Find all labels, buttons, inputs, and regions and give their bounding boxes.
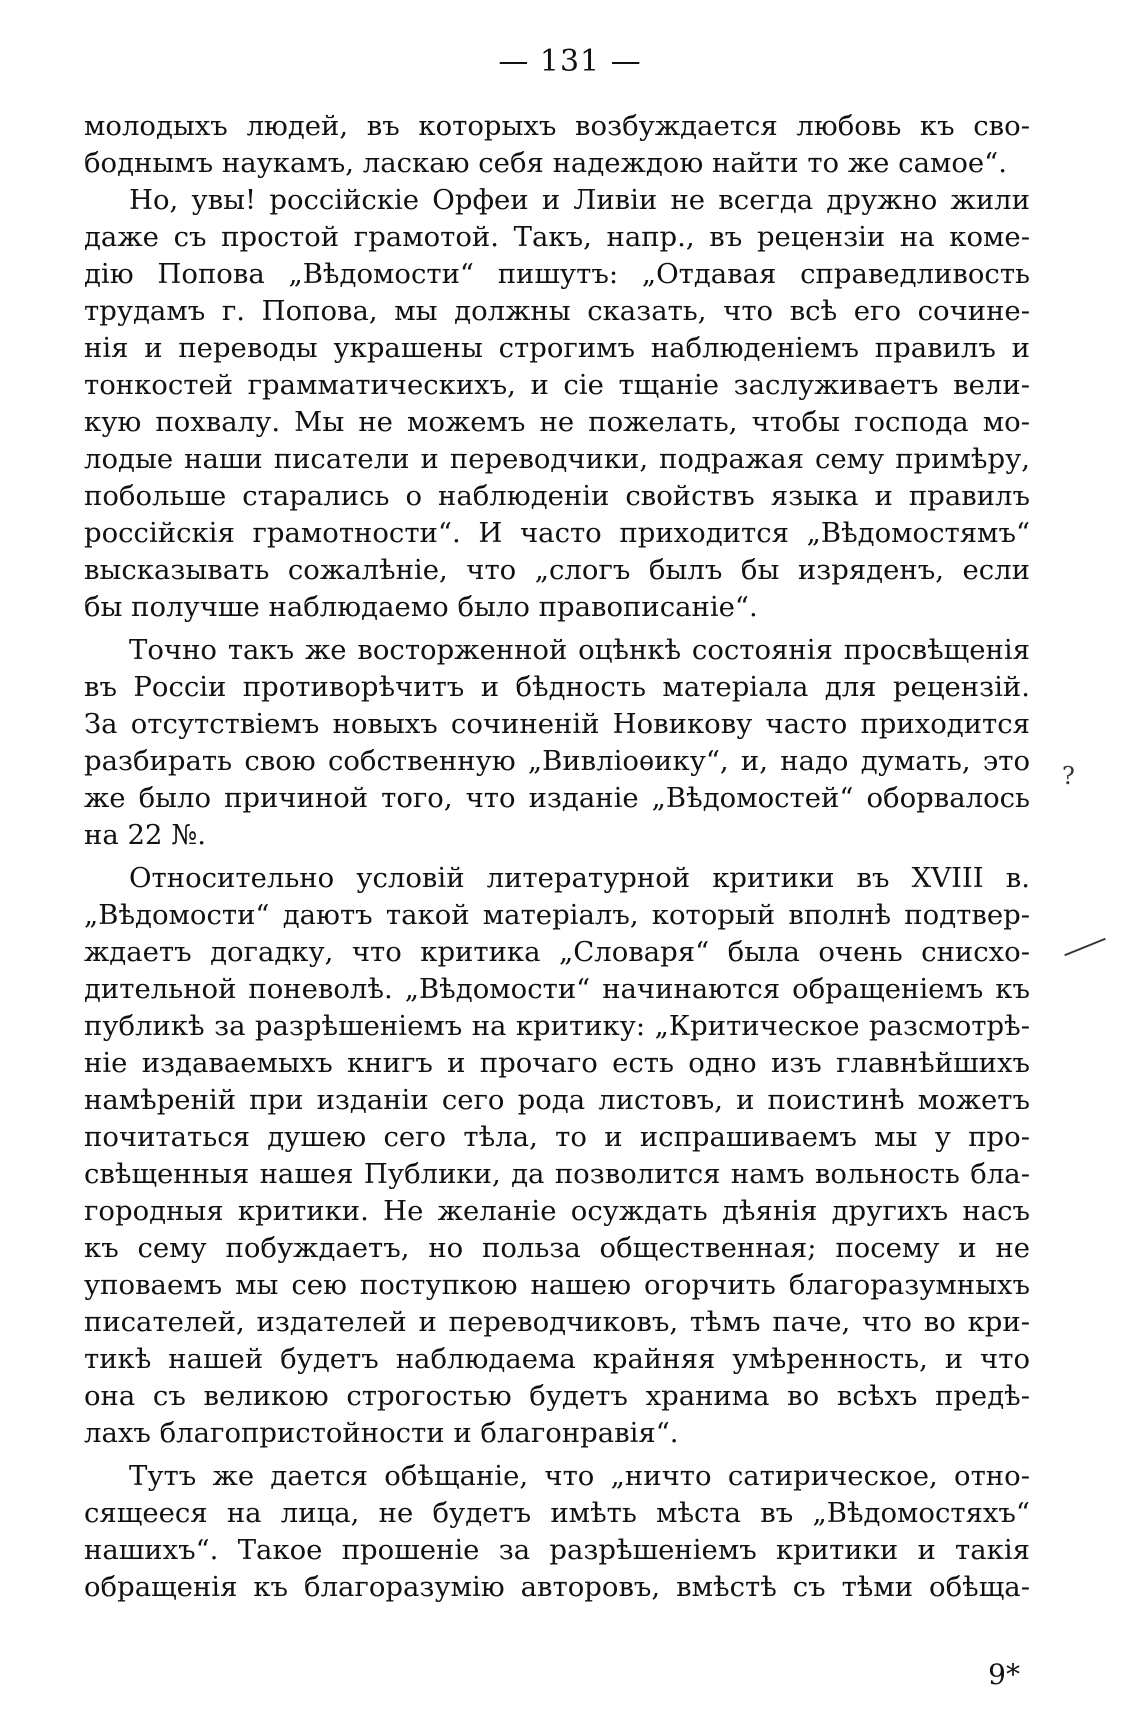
- text-line: къ сему побуждаетъ, но польза общественная; посему и не: [84, 1232, 1030, 1264]
- text-line: лахъ благопристойности и благонравія“.: [84, 1417, 679, 1449]
- paragraph-start: Точно такъ же восторженной оцѣнкѣ состоянія просвѣщенія: [129, 634, 1030, 666]
- margin-question-mark: ?: [1062, 762, 1075, 790]
- text-line: сящееся на лица, не будетъ имѣть мѣста въ „Вѣдомостяхъ“: [84, 1497, 1030, 1529]
- text-line: тонкостей грамматическихъ, и сіе тщаніе заслуживаетъ вели-: [84, 369, 1030, 401]
- text-line: дію Попова „Вѣдомости“ пишутъ: „Отдавая справедливость: [84, 258, 1030, 290]
- paragraph-start: Но, увы! россійскіе Орфеи и Ливіи не всегда дружно жили: [129, 184, 1030, 216]
- text-line: уповаемъ мы сею поступкою нашею огорчить благоразумныхъ: [84, 1269, 1030, 1301]
- text-line: побольше старались о наблюденіи свойствъ языка и правилъ: [84, 480, 1030, 512]
- text-line: писателей, издателей и переводчиковъ, тѣмъ паче, что во кри-: [84, 1306, 1030, 1338]
- text-line: почитаться душею сего тѣла, то и испрашиваемъ мы у про-: [84, 1121, 1030, 1153]
- text-line: боднымъ наукамъ, ласкаю себя надеждою найти то же самое“.: [84, 147, 1007, 179]
- text-line: она съ великою строгостью будетъ хранима во всѣхъ предѣ-: [84, 1380, 1030, 1412]
- text-line: на 22 №.: [84, 819, 206, 851]
- margin-pencil-mark: [1064, 938, 1106, 956]
- body-text: [84, 108, 1030, 1606]
- text-line: нашихъ“. Такое прошеніе за разрѣшеніемъ критики и такія: [84, 1534, 1030, 1566]
- text-line: молодыхъ людей, въ которыхъ возбуждается любовь къ сво-: [84, 110, 1030, 142]
- text-line: же было причиной того, что изданіе „Вѣдомостей“ оборвалось: [84, 782, 1030, 814]
- text-line: публикѣ за разрѣшеніемъ на критику: „Критическое разсмотрѣ-: [84, 1010, 1030, 1042]
- text-line: въ Россіи противорѣчитъ и бѣдность матеріала для рецензій.: [84, 671, 1030, 703]
- text-line: дительной поневолѣ. „Вѣдомости“ начинаются обращеніемъ къ: [84, 973, 1030, 1005]
- text-line: россійскія грамотности“. И часто приходится „Вѣдомостямъ“: [84, 517, 1030, 549]
- text-line: „Вѣдомости“ даютъ такой матеріалъ, который вполнѣ подтвер-: [84, 899, 1030, 931]
- text-line: ждаетъ догадку, что критика „Словаря“ была очень снисхо-: [84, 936, 1030, 968]
- page-number: — 131 —: [498, 44, 642, 79]
- text-line: кую похвалу. Мы не можемъ не пожелать, чтобы господа мо-: [84, 406, 1030, 438]
- text-line: свѣщенныя нашея Публики, да позволится намъ вольность бла-: [84, 1158, 1030, 1190]
- text-line: высказывать сожалѣніе, что „слогъ былъ бы изряденъ, если: [84, 554, 1030, 586]
- text-line: За отсутствіемъ новыхъ сочиненій Новикову часто приходится: [84, 708, 1030, 740]
- text-line: лодые наши писатели и переводчики, подражая сему примѣру,: [84, 443, 1030, 475]
- text-line: даже съ простой грамотой. Такъ, напр., въ рецензіи на коме-: [84, 221, 1030, 253]
- text-line: ніе издаваемыхъ книгъ и прочаго есть одно изъ главнѣйшихъ: [84, 1047, 1030, 1079]
- text-line: обращенія къ благоразумію авторовъ, вмѣстѣ съ тѣми обѣща-: [84, 1571, 1030, 1603]
- text-line: намѣреній при изданіи сего рода листовъ, и поистинѣ можетъ: [84, 1084, 1030, 1116]
- text-line: трудамъ г. Попова, мы должны сказать, что всѣ его сочине-: [84, 295, 1030, 327]
- paragraph-start: Относительно условій литературной критики въ XVIII в.: [129, 862, 1030, 894]
- text-line: бы получше наблюдаемо было правописаніе“.: [84, 591, 758, 623]
- text-line: тикѣ нашей будетъ наблюдаема крайняя умѣренность, и что: [84, 1343, 1030, 1375]
- text-line: нія и переводы украшены строгимъ наблюденіемъ правилъ и: [84, 332, 1030, 364]
- printer-signature: 9*: [988, 1658, 1020, 1691]
- text-line: городныя критики. Не желаніе осуждать дѣянія другихъ насъ: [84, 1195, 1030, 1227]
- paragraph-start: Тутъ же дается обѣщаніе, что „ничто сатирическое, отно-: [129, 1460, 1030, 1492]
- text-line: разбирать свою собственную „Вивліоѳику“, и, надо думать, это: [84, 745, 1030, 777]
